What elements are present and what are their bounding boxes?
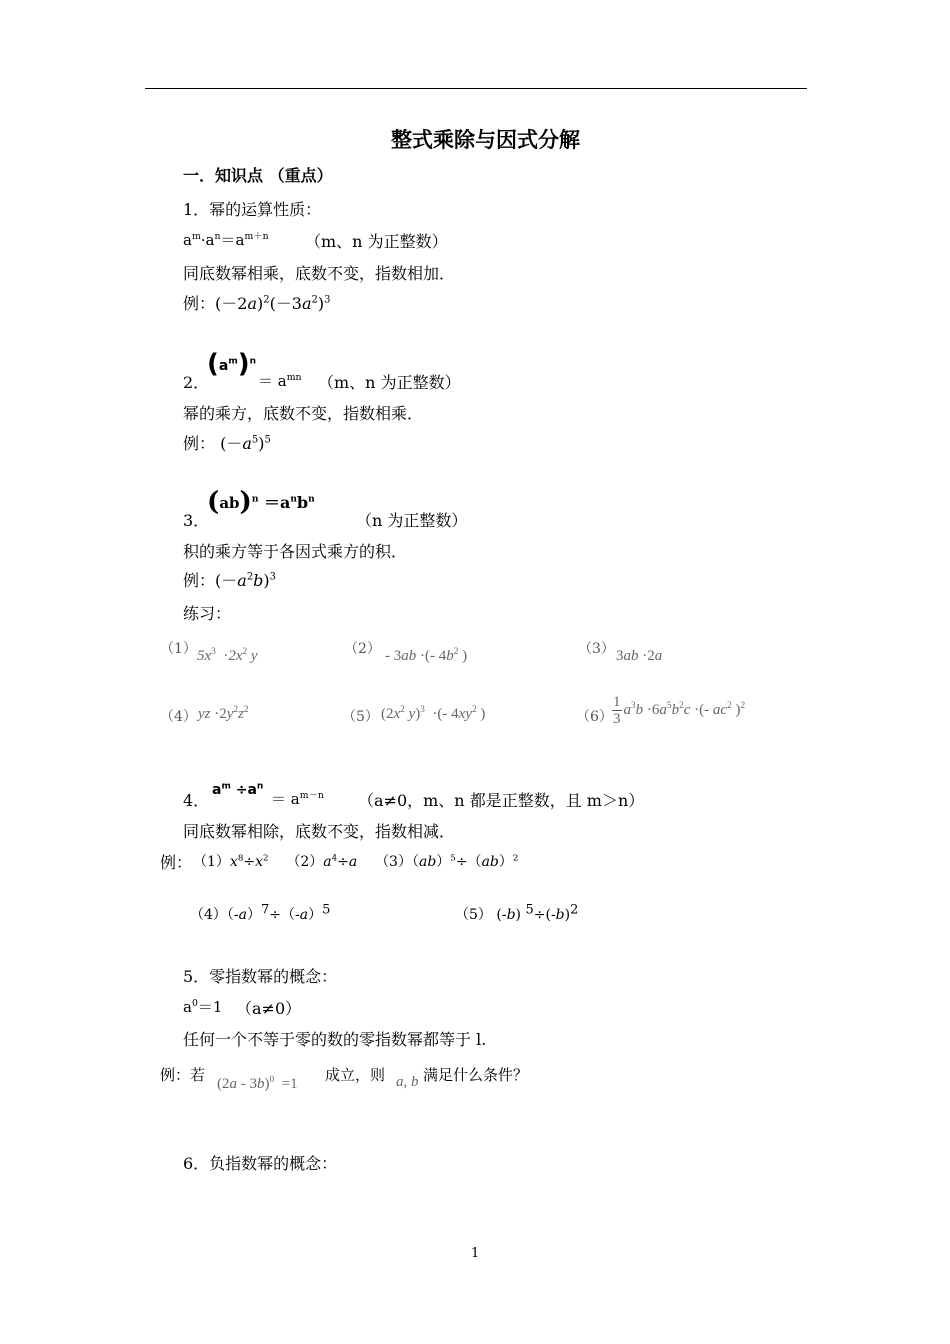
rule4-condition: （a≠0，m、n 都是正整数，且 m＞n） bbox=[358, 791, 645, 810]
rule2-description: 幂的乘方，底数不变，指数相乘． bbox=[183, 404, 424, 423]
rule3-number: 3． bbox=[183, 511, 210, 530]
rule4-example-4: $(4)(-a)^7\div(-a)^5$ bbox=[190, 902, 331, 923]
rule3-description: 积的乘方等于各因式乘方的积． bbox=[183, 542, 408, 561]
practice-label: 练习： bbox=[183, 604, 232, 623]
rule5-example-end: 满足什么条件？ bbox=[423, 1066, 529, 1084]
rule1-description: 同底数幂相乘，底数不变，指数相加． bbox=[183, 264, 456, 283]
section-heading: 一．知识点 （重点） bbox=[183, 166, 333, 185]
header-rule bbox=[145, 88, 807, 89]
rule4-formula-right: ＝ $a^{m-n}$ bbox=[271, 790, 324, 808]
practice-item-6-number: （6） bbox=[576, 709, 613, 725]
rule3-condition: （n 为正整数） bbox=[356, 511, 468, 530]
rule5-formula: $a^0=1$ bbox=[183, 998, 223, 1016]
practice-item-1-expression: $5x^3 \cdot 2x^2$ y bbox=[197, 647, 258, 664]
rule2-condition: （m、n 为正整数） bbox=[318, 373, 461, 392]
rule6-label: 6．负指数幂的概念： bbox=[183, 1154, 338, 1173]
rule5-description: 任何一个不等于零的数的零指数幂都等于 l. bbox=[183, 1030, 487, 1049]
rule2-example: 例： $(-a^5)^5$ bbox=[183, 434, 271, 453]
rule3-example: 例：$(-a^2b)^3$ bbox=[183, 571, 276, 590]
rule3-formula: $(ab)^n =a^nb^n$ bbox=[207, 487, 315, 517]
rule4-example-prefix: 例： bbox=[160, 853, 193, 872]
practice-item-3-number: （3） bbox=[578, 641, 615, 657]
practice-item-4-number: （4） bbox=[160, 709, 197, 725]
rule4-number: 4． bbox=[183, 791, 210, 810]
rule1-condition: （m、n 为正整数） bbox=[305, 232, 448, 251]
rule5-label: 5．零指数幂的概念： bbox=[183, 967, 338, 986]
rule4-example-5: （5） (-b) $^5\div(-b)^2$ bbox=[455, 902, 579, 923]
rule4-description: 同底数幂相除，底数不变，指数相减． bbox=[183, 822, 456, 841]
rule5-example-vars: a, b bbox=[396, 1074, 419, 1090]
practice-item-2-number: （2） bbox=[344, 641, 381, 657]
practice-item-5-number: （5） bbox=[342, 709, 379, 725]
page-number: 1 bbox=[471, 1246, 480, 1261]
practice-item-4-expression: yz $\cdot 2y^2z^2$ bbox=[198, 705, 249, 722]
rule5-example-expression: (2a - 3b)$^0$ =1 bbox=[217, 1075, 298, 1092]
rule1-formula: $a^m\cdot a^n=a^{m+n}$ bbox=[183, 231, 269, 249]
rule5-example-mid: 成立，则 bbox=[325, 1066, 386, 1084]
practice-item-3-expression: 3ab ·2a bbox=[616, 648, 663, 664]
rule2-number: 2． bbox=[183, 373, 210, 392]
rule5-example-prefix: 例：若 bbox=[160, 1066, 206, 1084]
practice-item-1-number: （1） bbox=[160, 641, 197, 657]
rule2-formula-left: $(a^m)^n$ bbox=[207, 349, 257, 379]
rule4-formula-left: $a^m \div a^n$ bbox=[212, 781, 264, 798]
rule2-formula-right: ＝ $a^{mn}$ bbox=[258, 372, 302, 390]
rule1-label: 1．幂的运算性质： bbox=[183, 200, 322, 219]
rule4-examples-row1: $(1)x^8\div x^2$ $(2)a^4\div a$ （3）（ab）$^5$÷（ab）$^2$ bbox=[193, 853, 519, 870]
rule1-example: 例：$(-2a)^2(-3a^2)^3$ bbox=[183, 294, 331, 313]
practice-item-6-expression: $\frac{1}{3}$ $a^3b \cdot 6a^5b^2c$ ·(- $ac^2$ )$^2$ bbox=[613, 694, 746, 727]
practice-item-5-expression: ($2x^2$ y)$^3$ ·(- $4xy^2$ ) bbox=[381, 705, 486, 722]
practice-item-2-expression: - 3ab ·(- $4b^2$ ) bbox=[385, 647, 468, 664]
rule5-condition: （a≠0） bbox=[236, 999, 302, 1018]
page-title: 整式乘除与因式分解 bbox=[391, 128, 580, 152]
